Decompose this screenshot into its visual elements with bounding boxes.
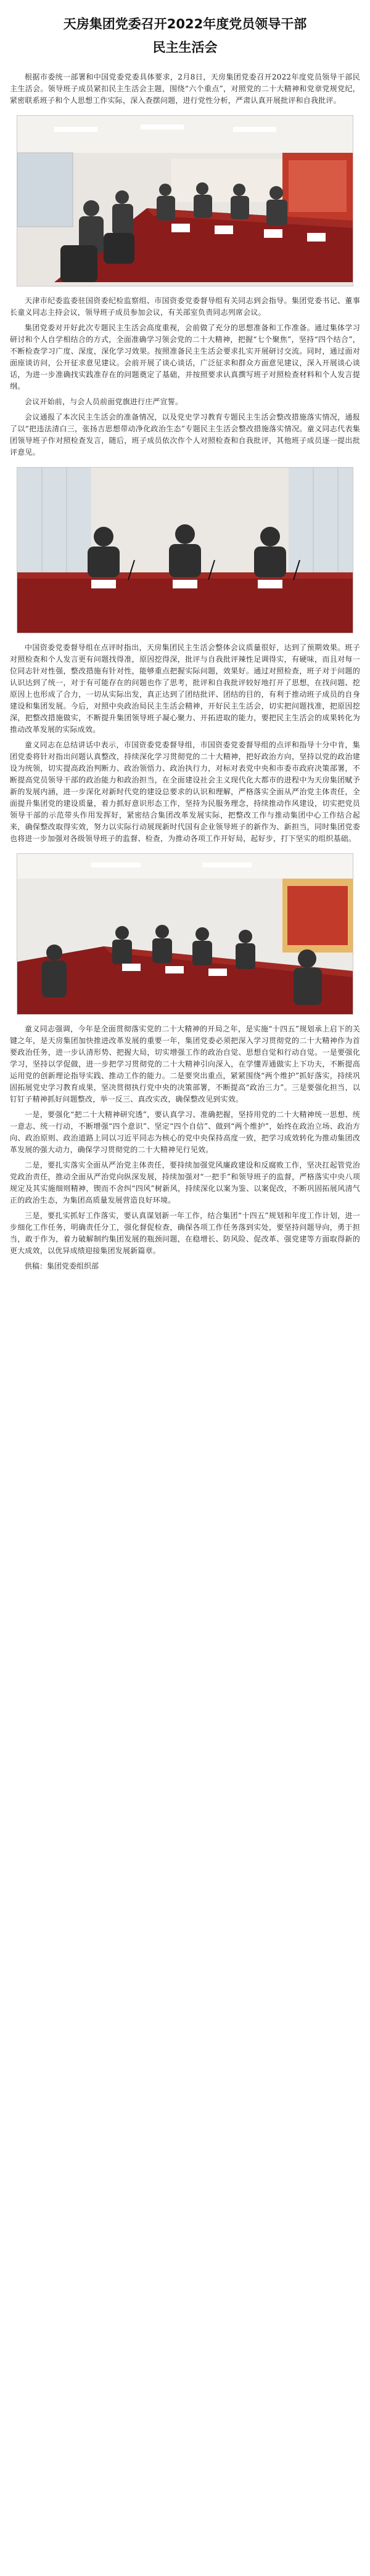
paragraph-point-two: 二是，要扎实落实全面从严治党主体责任，要持续加强党风廉政建设和反腐败工作，坚决扛起管党治党政治责任，推动全面从严治党向纵深发展，持续加强对“一把手”和领导班子的监督，严格落实中央八项规定及其实施细则精神，锲而不舍纠“四风”树新风，持续深化以案为鉴、以案促改，不断巩固拓展风清气正的政治生态，为集团高质量发展营造良好环境。	[10, 1161, 360, 1205]
meeting-photo-1	[17, 115, 353, 286]
conference-table-image	[17, 854, 353, 1014]
paragraph-preparation: 集团党委对开好此次专题民主生活会高度重视，会前做了充分的思想准备和工作准备。通过集体学习研讨和个人自学相结合的方式，全面准确学习领会党的二十大精神，把握“七个聚焦”，坚持“四个结合”，不断检查学习广度、深度，深化学习效果。按照准备民主生活会要求扎实开展研讨交流。同时，通过面对面座谈访问，公开征求意见建议。会前开展了谈心谈话，广泛征求和群众方面意见建议，深入开展谈心谈话，为进一步准确找实践准存在的问题奠定了基础，并按照要求认真撰写班子对照检查材料和个人发言提纲。	[10, 323, 360, 391]
article	[0, 0, 370, 1272]
article-author: 供稿：集团党委组织部	[25, 1262, 99, 1270]
paragraph-attendees: 天津市纪委监委驻国资委纪检监察组、市国资委党委督导组有关同志到会指导。集团党委书记、董事长童义同志主持会议，领导班子成员参加会议，有关部室负责同志列席会议。	[10, 296, 360, 317]
paragraph-report: 会议通报了本次民主生活会的准备情况，以及党史学习教育专题民主生活会整改措施落实情况，通报了以“把违法清白三，张扬吉思想带动净化政治生态”专题民主生活会整改措施落实情况。童义同志代表集团领导班子作对照检查发言，随后，班子成员依次作个人对照检查和自我批评，其他班子成员逐一提出批评意见。	[10, 413, 360, 457]
paragraph-emphasis: 童义同志强调，今年是全面贯彻落实党的二十大精神的开局之年，是实施“十四五”规划承上启下的关键之年，是天房集团加快推进改革发展的重要一年，集团党委必须把深入学习贯彻党的二十大精神作为首要政治任务，进一步认清形势、把握大局，切实增强工作的政治自觉、思想自觉和行动自觉。一是要强化学习，坚持以学促做，进一步把学习贯彻党的二十大精神引向深入，在学懂弄通做实上下功夫，不断提高运用党的创新理论指导实践、推动工作的能力。二是要突出重点，紧紧围绕“两个维护”抓好落实，持续巩固拓展党史学习教育成果，坚决贯彻执行党中央的决策部署，不断提高“政治三力”。三是要强化担当，以钉钉子精神抓好问题整改，举一反三、真改实改，确保整改见到实效。	[10, 1025, 360, 1103]
paragraph-point-three: 三是，要扎实抓好工作落实，要认真谋划新一年工作，结合集团“十四五”规划和年度工作计划，进一步细化工作任务，明确责任分工，强化督促检查，确保各项工作任务落到实处，要坚持问题导向，勇于担当，敢于作为，着力破解制约集团发展的瓶颈问题，在稳增长、防风险、促改革、强党建等方面取得新的更大成效，以优异成绩迎接集团发展新篇章。	[10, 1211, 360, 1255]
paragraph-oath: 会议开始前，与会人员前面党旗进行庄严宣誓。	[25, 397, 183, 406]
article-title-line-1: 天房集团党委召开2022年度党员领导干部	[63, 17, 307, 31]
meeting-photo-3	[17, 853, 353, 1015]
meeting-photo-2	[17, 467, 353, 633]
paragraph-intro: 根据市委统一部署和中国党委党委具体要求，2月8日，天房集团党委召开2022年度党员领导干部民主生活会。领导班子成员紧扣民主生活会主题，围绕“六个重点”，对照党的二十大精神和党章党规党纪，紧密联系班子和个人思想工作实际，深入查摆问题，进行党性分析，严肃认真开展批评和自我批评。	[10, 73, 360, 105]
meeting-room-image	[17, 116, 353, 286]
article-title-line-2: 民主生活会	[152, 40, 218, 55]
paragraph-summary-speech: 童义同志在总结讲话中表示，市国资委党委督导组，市国资委党委督导组的点评和指导十分中肯，集团党委将针对指出问题认真整改，持续深化学习贯彻党的二十大精神，把好政治方向，坚持以党的政治建设为统领，切实提高政治判断力、政治领悟力、政治执行力，对标对表党中央和市委市政府决策部署，不断提高党员领导干部的政治能力和政治担当，在全面建设社会主义现代化大都市的进程中为天房集团赋予新的发展内涵，进一步深化对新时代党的建设总要求的认识和理解，严格落实全面从严治党主体责任，全面提升集团党的建设质量，着力抓好意识形态工作，坚持为民服务理念，持续推动作风建设，切实把党员领导干部的示范带头作用发挥好，紧密结合集团改革发展实际，把整改工作与推动集团中心工作结合起来，确保整改取得实效，努力以实际行动展现新时代国有企业领导班子的新作为、新担当，同时集团党委也将进一步加强对各级领导班子的监督、检查，为推动各项工作开好局，起好步，打下坚实的组织基础。	[10, 741, 360, 843]
paragraph-supervisor-comments: 中国资委党委督导组在点评时指出，天房集团民主生活会整体会议质量很好，达到了预期效果。班子对照检查和个人发言更有问题找得准，原因挖得深，批评与自我批评辣性足调得实，有硬味，而且对每一位同志针对性强，整改措施有针对性，能够重点把握实际问题，效果好。通过对照检查，班子对于问题的认识达到了统一，对于有可能存在的问题也作了思考，批评和自我批评较好地打开了思想，在找问题、挖原因上也形成了合力，一切从实际出发，真正达到了团结批评、团结的目的，有利于推动班子成员的自身建设和集团发展。今后，对照中央政治局民主生活会精神，开好民主生活会，切实把问题找准，把原因挖深，把整改措施做实，不断提升集团领导班子凝心聚力、开拓进取的能力，要把民主生活会的成果转化为推动改革发展的实际成效。	[10, 643, 360, 734]
paragraph-point-one: 一是，要强化“把二十大精神研究透”，要认真学习、准确把握，坚持用党的二十大精神统一思想、统一意志、统一行动，不断增强“四个意识”、坚定“四个自信”、做到“两个维护”，始终在政治立场、政治方向、政治原则、政治道路上同以习近平同志为核心的党中央保持高度一致，把学习成效转化为推动集团改革发展的强大动力，确保学习贯彻党的二十大精神见行见效。	[10, 1110, 360, 1154]
speakers-image	[17, 468, 353, 633]
